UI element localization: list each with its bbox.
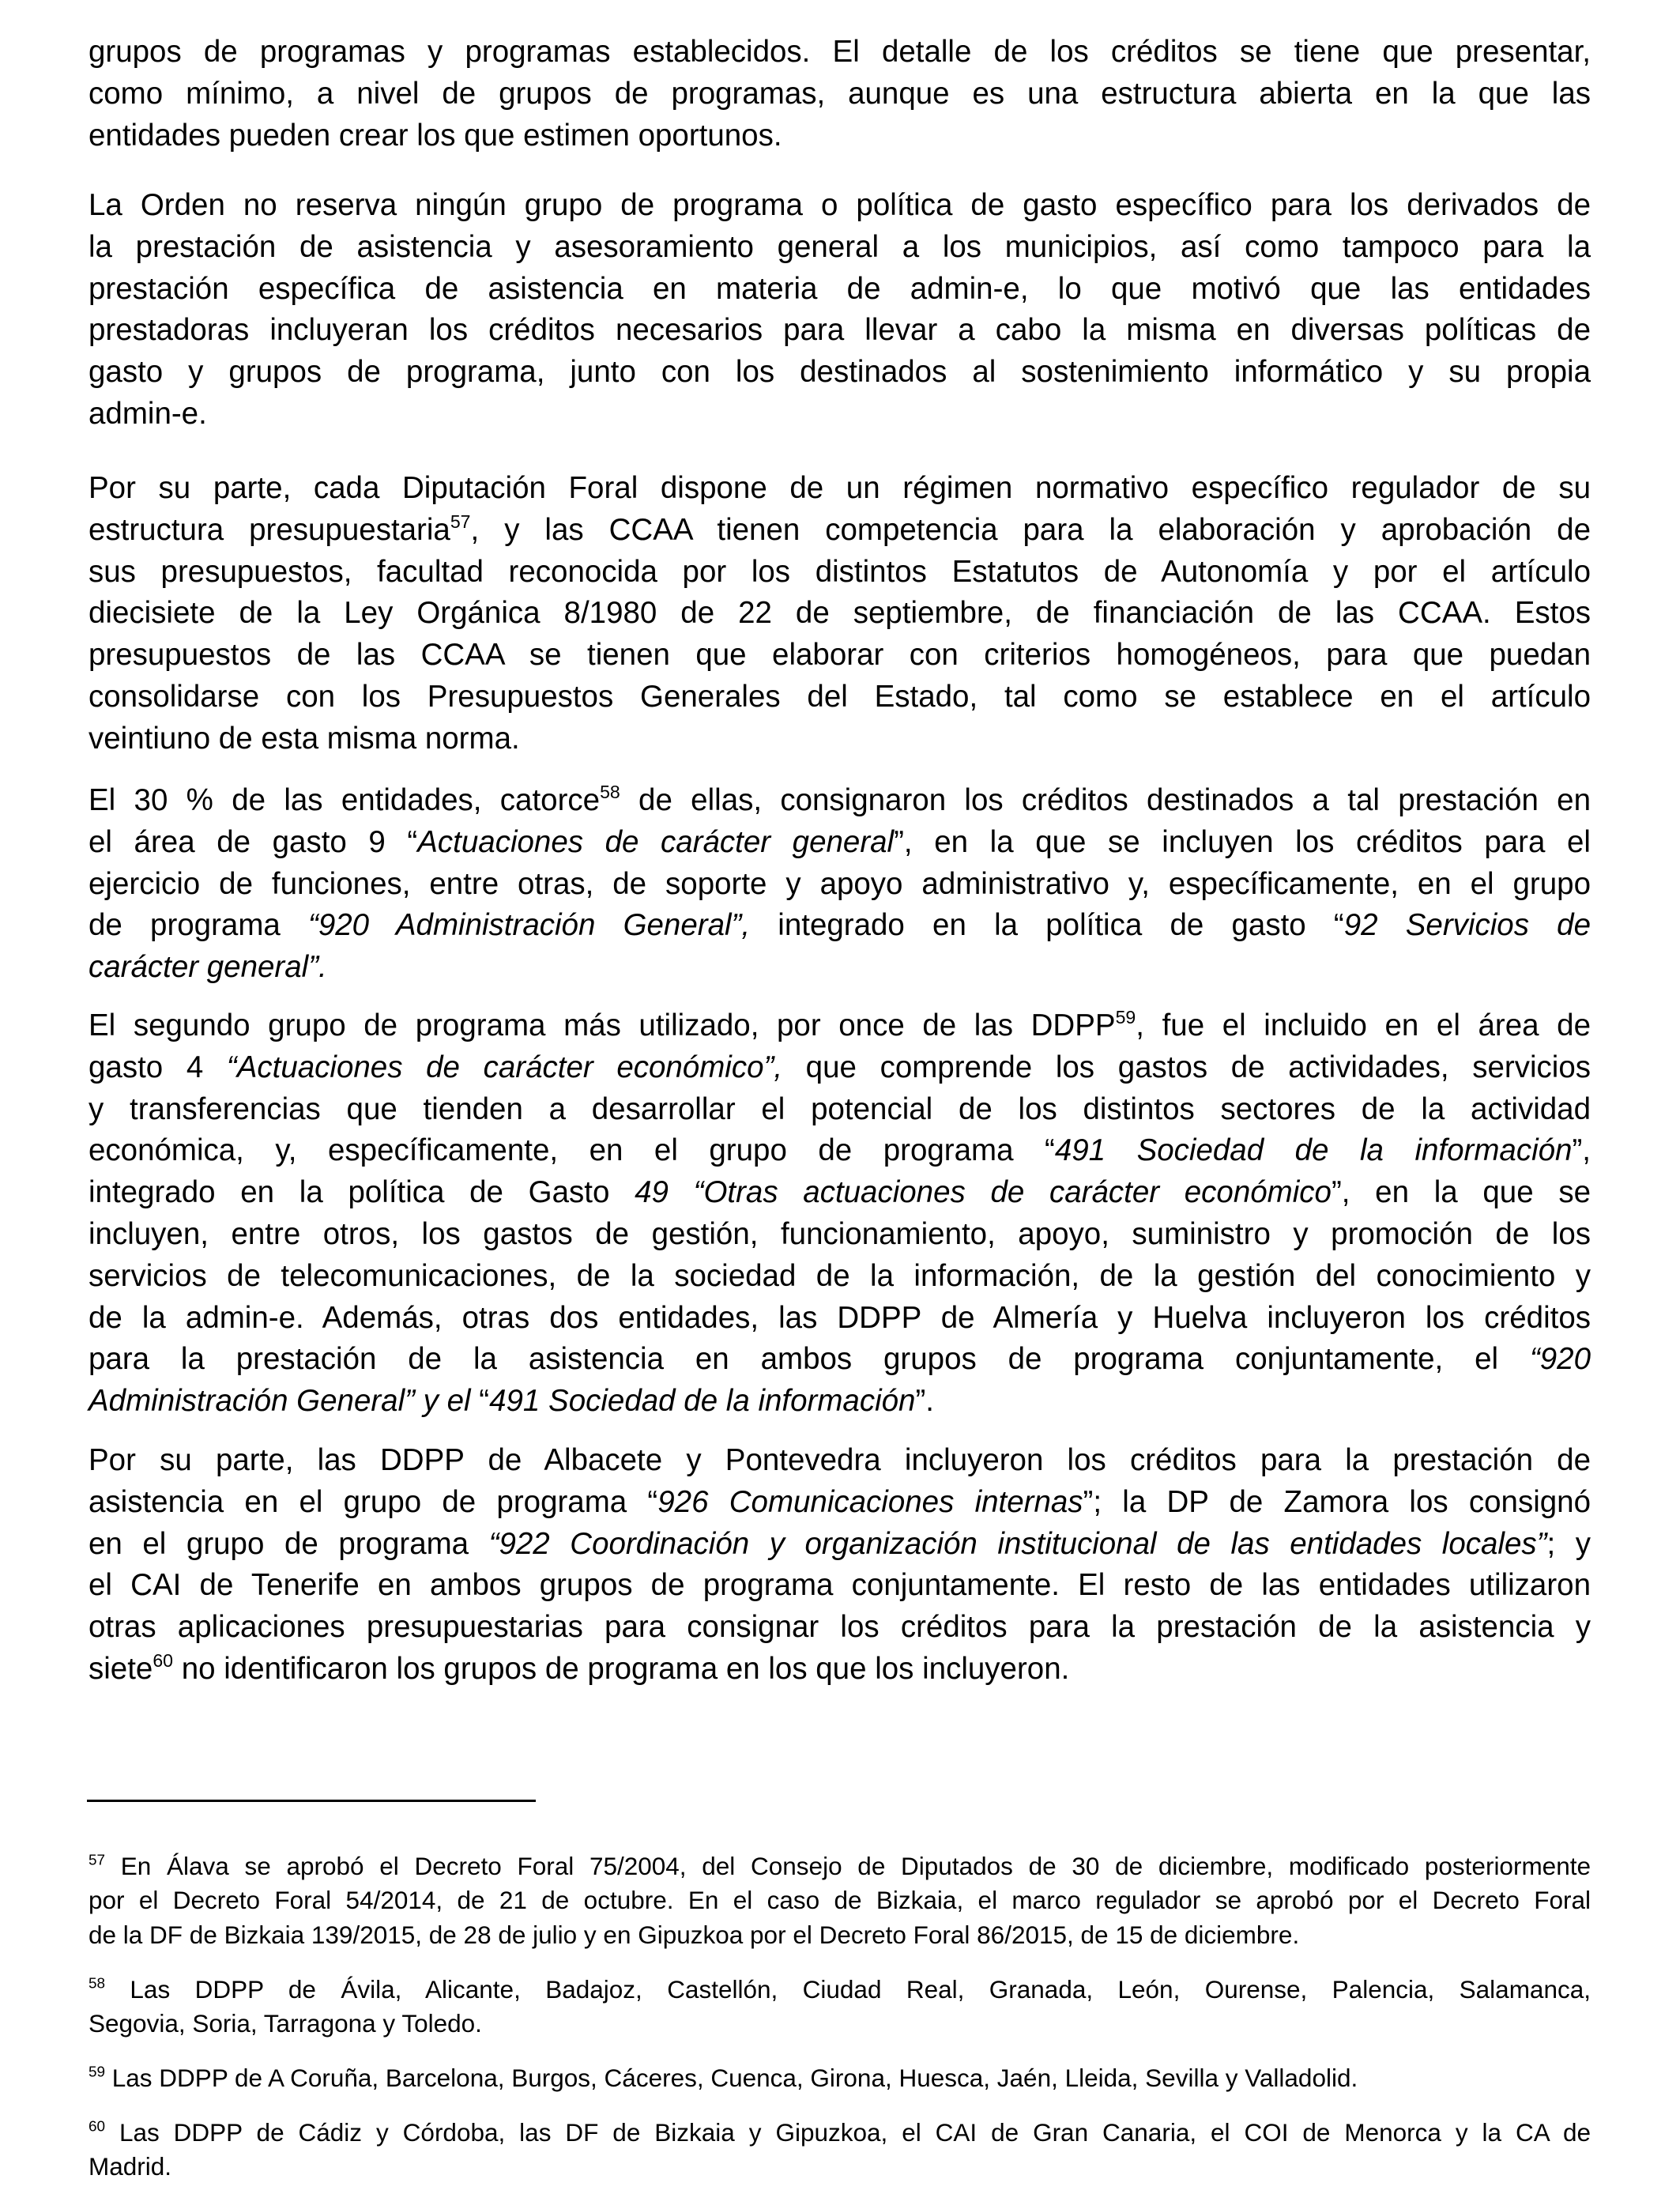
text-run: sus presupuestos, facultad reconocida por los distintos Estatutos de Autonomía y por el artículo — [89, 554, 1591, 589]
text-line — [89, 1172, 1591, 1214]
text-line — [89, 677, 1591, 718]
text-run: en el grupo de programa — [89, 1526, 489, 1561]
italic-text: carácter general”. — [89, 950, 327, 985]
text-line — [89, 227, 1591, 269]
footnote-separator — [87, 1800, 536, 1802]
text-line — [89, 780, 1591, 822]
text-line — [89, 1339, 1591, 1381]
text-run: Madrid. — [89, 2152, 172, 2181]
text-run: Las DDPP de Ávila, Alicante, Badajoz, Castellón, Ciudad Real, Granada, León, Ourense, Palencia, Salamanca, — [105, 1975, 1591, 2004]
footnote-59 — [89, 2061, 1591, 2095]
text-line — [89, 1524, 1591, 1566]
text-run: grupos de programas y programas establecidos. El detalle de los créditos se tiene que presentar, — [89, 35, 1591, 69]
footnote-58 — [89, 1973, 1591, 2041]
text-run: de ellas, consignaron los créditos destinados a tal prestación en — [620, 783, 1591, 817]
italic-text: Administración General” y el — [89, 1384, 480, 1419]
footnote-reference: 58 — [600, 782, 620, 802]
text-line — [89, 905, 1591, 947]
italic-text: Actuaciones de carácter general — [417, 824, 895, 859]
text-run: que comprende los gastos de actividades, servicios — [782, 1050, 1591, 1084]
text-line — [89, 185, 1591, 227]
text-line — [89, 310, 1591, 352]
text-run: estructura presupuestaria — [89, 512, 450, 547]
text-line — [89, 1256, 1591, 1298]
text-run: ”. — [915, 1384, 934, 1419]
text-line — [89, 2116, 1591, 2150]
text-run: económica, y, específicamente, en el grupo de programa “ — [89, 1133, 1055, 1168]
text-run: La Orden no reserva ningún grupo de programa o política de gasto específico para los derivados de — [89, 188, 1591, 222]
text-line — [89, 1047, 1591, 1089]
text-run: integrado en la política de Gasto — [89, 1175, 635, 1210]
text-run: Segovia, Soria, Tarragona y Toledo. — [89, 2009, 482, 2038]
italic-text: 926 Comunicaciones internas — [657, 1484, 1083, 1519]
text-run: para la prestación de la asistencia en ambos grupos de programa conjuntamente, el — [89, 1342, 1530, 1377]
text-run: Las DDPP de Cádiz y Córdoba, las DF de Bizkaia y Gipuzkoa, el CAI de Gran Canaria, el COI de Menorca y la CA de — [105, 2118, 1591, 2147]
text-line — [89, 1482, 1591, 1524]
text-run: consolidarse con los Presupuestos Generales del Estado, tal como se establece en el artículo — [89, 679, 1591, 714]
text-run: ; y — [1546, 1526, 1591, 1561]
text-line — [89, 1381, 1591, 1423]
italic-text: 491 Sociedad de la información — [489, 1384, 916, 1419]
footnote-reference: 60 — [89, 2118, 106, 2136]
text-run: otras aplicaciones presupuestarias para consignar los créditos para la prestación de la asistencia y — [89, 1610, 1591, 1645]
text-run: el CAI de Tenerife en ambos grupos de programa conjuntamente. El resto de las entidades utilizaron — [89, 1568, 1591, 1603]
text-line — [89, 718, 1591, 760]
body-paragraph — [89, 468, 1591, 760]
text-run: no identificaron los grupos de programa en los que los incluyeron. — [173, 1651, 1070, 1686]
text-run: la prestación de asistencia y asesoramiento general a los municipios, así como tampoco para la — [89, 229, 1591, 264]
text-run: el área de gasto 9 “ — [89, 824, 418, 859]
text-line — [89, 269, 1591, 311]
text-line — [89, 552, 1591, 594]
footnote-reference: 59 — [1115, 1007, 1136, 1027]
text-line — [89, 1849, 1591, 1883]
text-line — [89, 115, 1591, 157]
text-line — [89, 2007, 1591, 2041]
text-run: El 30 % de las entidades, catorce — [89, 783, 601, 817]
text-run: siete — [89, 1651, 153, 1686]
text-run: incluyen, entre otros, los gastos de gestión, funcionamiento, apoyo, suministro y promoción de los — [89, 1216, 1591, 1251]
text-line — [89, 1089, 1591, 1131]
text-run: , fue el incluido en el área de — [1136, 1008, 1591, 1042]
text-run: “ — [479, 1384, 490, 1419]
text-run: ejercicio de funciones, entre otras, de soporte y apoyo administrativo y, específicamente, en el grupo — [89, 866, 1591, 901]
body-paragraph — [89, 32, 1591, 156]
text-run: de la DF de Bizkaia 139/2015, de 28 de julio y en Gipuzkoa por el Decreto Foral 86/2015, de 15 de diciembre. — [89, 1920, 1300, 1949]
text-line — [89, 352, 1591, 394]
text-run: ”, en la que se incluyen los créditos para el — [894, 824, 1591, 859]
footnote-57 — [89, 1849, 1591, 1952]
text-line — [89, 1214, 1591, 1256]
footnote-reference: 57 — [89, 1852, 106, 1869]
text-run: Por su parte, cada Diputación Foral dispone de un régimen normativo específico regulador de su — [89, 471, 1591, 505]
text-run: ”; la DP de Zamora los consignó — [1083, 1484, 1591, 1519]
italic-text: “922 Coordinación y organización institucional de las entidades locales” — [488, 1526, 1547, 1561]
text-run: En Álava se aprobó el Decreto Foral 75/2004, del Consejo de Diputados de 30 de diciembre, modificado posteriormente — [105, 1852, 1591, 1880]
text-line — [89, 1883, 1591, 1917]
text-run: como mínimo, a nivel de grupos de programas, aunque es una estructura abierta en la que las — [89, 76, 1591, 111]
text-run: Por su parte, las DDPP de Albacete y Pontevedra incluyeron los créditos para la prestación de — [89, 1443, 1591, 1477]
text-run: por el Decreto Foral 54/2014, de 21 de octubre. En el caso de Bizkaia, el marco regulador se aprobó por el Decreto Foral — [89, 1886, 1591, 1915]
text-line — [89, 2061, 1591, 2095]
text-run: servicios de telecomunicaciones, de la sociedad de la información, de la gestión del conocimiento y — [89, 1258, 1591, 1293]
body-paragraph — [89, 185, 1591, 435]
text-line — [89, 635, 1591, 677]
text-run: gasto y grupos de programa, junto con los destinados al sostenimiento informático y su propia — [89, 355, 1591, 390]
italic-text: 49 “Otras actuaciones de carácter económico — [635, 1175, 1332, 1210]
text-line — [89, 1130, 1591, 1172]
text-line — [89, 394, 1591, 435]
text-line — [89, 468, 1591, 510]
italic-text: “920 — [1529, 1342, 1591, 1377]
text-run: prestadoras incluyeran los créditos necesarios para llevar a cabo la misma en diversas políticas de — [89, 313, 1591, 348]
body-paragraph — [89, 1440, 1591, 1691]
text-line — [89, 1918, 1591, 1952]
text-line — [89, 864, 1591, 906]
text-run: de la admin-e. Además, otras dos entidades, las DDPP de Almería y Huelva incluyeron los créditos — [89, 1300, 1591, 1335]
text-run: diecisiete de la Ley Orgánica 8/1980 de 22 de septiembre, de financiación de las CCAA. Estos — [89, 596, 1591, 631]
text-run: presupuestos de las CCAA se tienen que elaborar con criterios homogéneos, para que puedan — [89, 638, 1591, 673]
text-run: admin-e. — [89, 396, 207, 431]
footnote-reference: 59 — [89, 2064, 106, 2081]
italic-text: “920 Administración General”, — [308, 908, 751, 943]
text-run: ”, — [1572, 1133, 1591, 1168]
text-run: gasto 4 — [89, 1050, 227, 1084]
italic-text: 491 Sociedad de la información — [1054, 1133, 1573, 1168]
text-line — [89, 2150, 1591, 2184]
footnote-reference: 60 — [153, 1649, 174, 1671]
body-paragraph — [89, 1005, 1591, 1423]
text-run: prestación específica de asistencia en materia de admin-e, lo que motivó que las entidades — [89, 271, 1591, 306]
text-line — [89, 1973, 1591, 2007]
text-line — [89, 1607, 1591, 1649]
text-line — [89, 822, 1591, 864]
footnote-60 — [89, 2116, 1591, 2185]
text-run: asistencia en el grupo de programa “ — [89, 1484, 658, 1519]
text-line — [89, 1298, 1591, 1340]
text-line — [89, 947, 1591, 989]
text-line — [89, 593, 1591, 635]
text-line — [89, 32, 1591, 74]
text-run: El segundo grupo de programa más utilizado, por once de las DDPP — [89, 1008, 1116, 1042]
footnote-reference: 57 — [450, 511, 471, 532]
text-run: veintiuno de esta misma norma. — [89, 721, 520, 756]
body-paragraph — [89, 780, 1591, 989]
text-run: , y las CCAA tienen competencia para la elaboración y aprobación de — [470, 512, 1591, 547]
text-run: integrado en la política de gasto “ — [750, 908, 1344, 943]
text-run: entidades pueden crear los que estimen oportunos. — [89, 118, 782, 153]
text-line — [89, 1005, 1591, 1047]
italic-text: “Actuaciones de carácter económico”, — [226, 1050, 783, 1084]
text-run: de programa — [89, 908, 309, 943]
text-line — [89, 1440, 1591, 1482]
italic-text: 92 Servicios de — [1343, 908, 1591, 943]
text-line — [89, 74, 1591, 115]
text-run: Las DDPP de A Coruña, Barcelona, Burgos, Cáceres, Cuenca, Girona, Huesca, Jaén, Lleida, Sevilla y Valladolid. — [105, 2064, 1358, 2092]
footnote-reference: 58 — [89, 1975, 106, 1992]
text-run: y transferencias que tienden a desarrollar el potencial de los distintos sectores de la actividad — [89, 1091, 1591, 1126]
text-line — [89, 1565, 1591, 1607]
text-line — [89, 1649, 1591, 1691]
text-line — [89, 510, 1591, 552]
text-run: ”, en la que se — [1331, 1175, 1591, 1210]
